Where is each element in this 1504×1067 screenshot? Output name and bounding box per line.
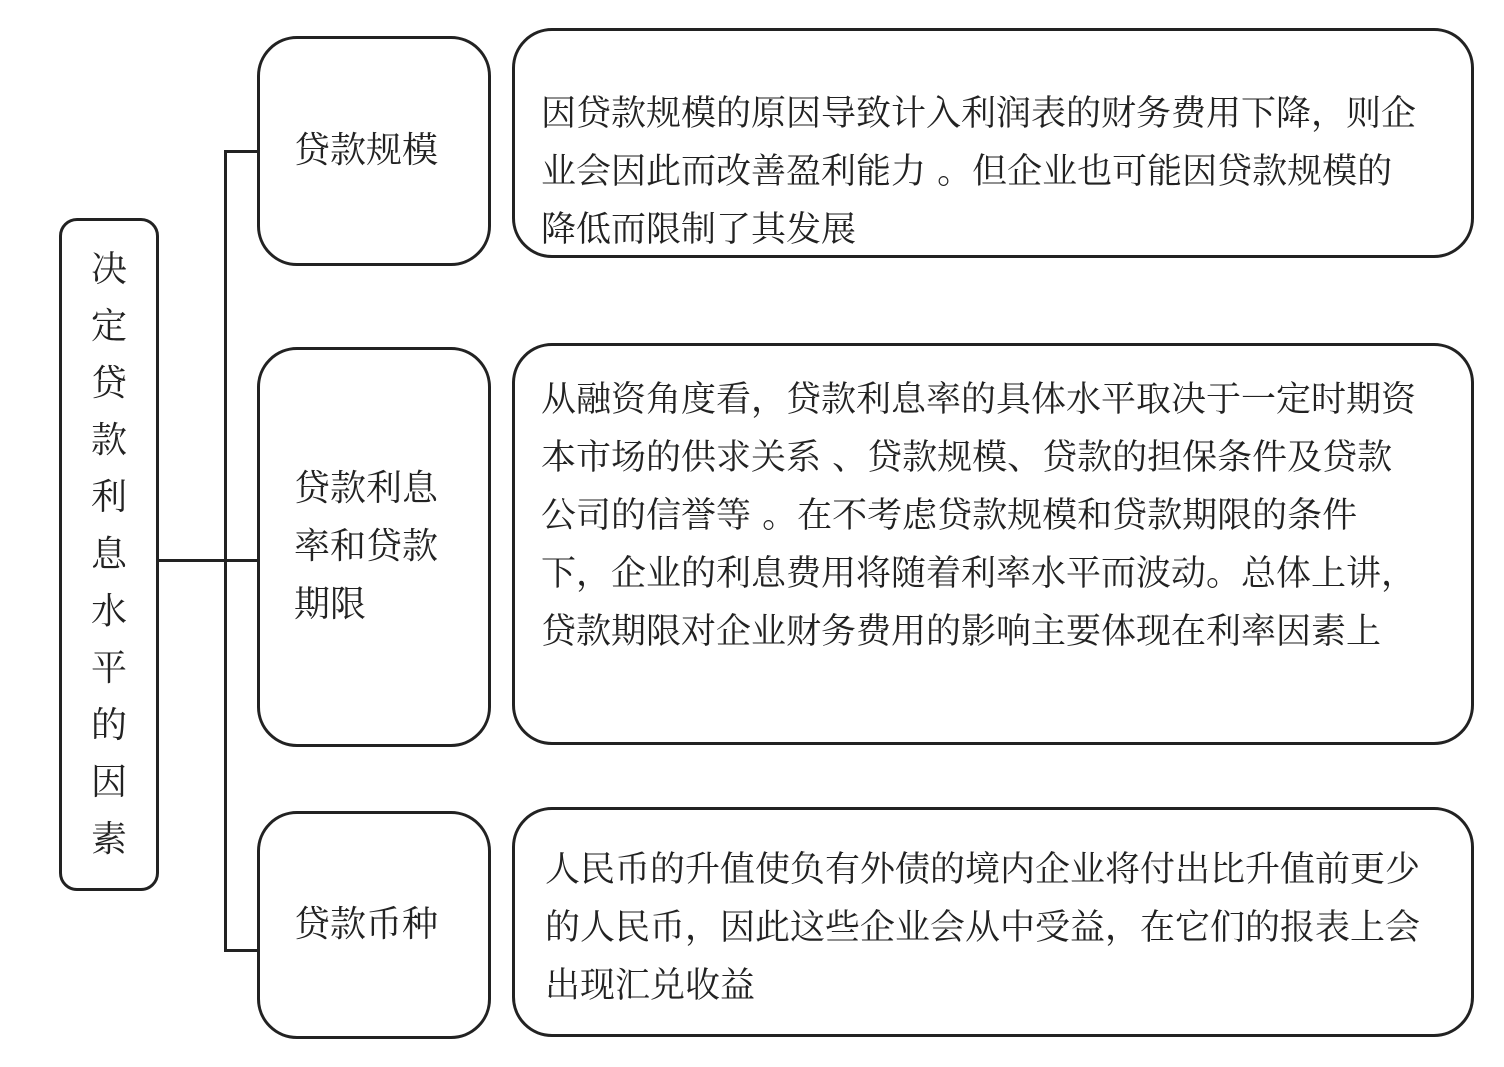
factor-loan-currency-description-box bbox=[512, 807, 1474, 1037]
factor-loan-scale-box bbox=[257, 36, 491, 266]
trunk-connector bbox=[224, 150, 227, 952]
factor-description: 从融资角度看，贷款利息率的具体水平取决于一定时期资本市场的供求关系 、贷款规模、贷款的担保条件及贷款公司的信誉等 。在不考虑贷款规模和贷款期限的条件下，企业的利息费用将随着利率水平而波动。总体上讲，贷款期限对企业财务费用的影响主要体现在利率因素上 bbox=[541, 380, 1417, 652]
factor-name: 贷款币种 bbox=[294, 904, 439, 945]
factor-description: 因贷款规模的原因导致计入利润表的财务费用下降，则企业会因此而改善盈利能力 。但企业也可能因贷款规模的降低而限制了其发展 bbox=[541, 94, 1417, 250]
root-title-box bbox=[59, 218, 159, 891]
root-title-char: 的 bbox=[90, 705, 127, 746]
root-title-char: 因 bbox=[90, 762, 127, 803]
branch-connector-2 bbox=[224, 559, 259, 562]
root-title-char: 定 bbox=[90, 306, 127, 347]
branch-connector-1 bbox=[224, 150, 259, 153]
root-title-char: 息 bbox=[90, 534, 127, 575]
root-connector bbox=[158, 559, 226, 562]
branch-connector-3 bbox=[224, 949, 259, 952]
factor-loan-scale-description-box bbox=[512, 28, 1474, 258]
root-title-char: 利 bbox=[90, 477, 127, 518]
root-title-char: 水 bbox=[90, 591, 127, 632]
factor-name: 贷款利息率和贷款期限 bbox=[294, 468, 439, 625]
factor-loan-currency-box bbox=[257, 811, 491, 1039]
factor-interest-rate-term-description-box bbox=[512, 343, 1474, 745]
root-title-char: 决 bbox=[90, 249, 127, 290]
factor-description: 人民币的升值使负有外债的境内企业将付出比升值前更少的人民币，因此这些企业会从中受益，在它们的报表上会出现汇兑收益 bbox=[545, 850, 1421, 1006]
root-title-char: 平 bbox=[90, 648, 127, 689]
factor-interest-rate-term-box bbox=[257, 347, 491, 747]
root-title-char: 贷 bbox=[90, 363, 127, 404]
root-title-char: 款 bbox=[90, 420, 127, 461]
root-title-char: 素 bbox=[90, 819, 127, 860]
factor-name: 贷款规模 bbox=[294, 130, 439, 171]
